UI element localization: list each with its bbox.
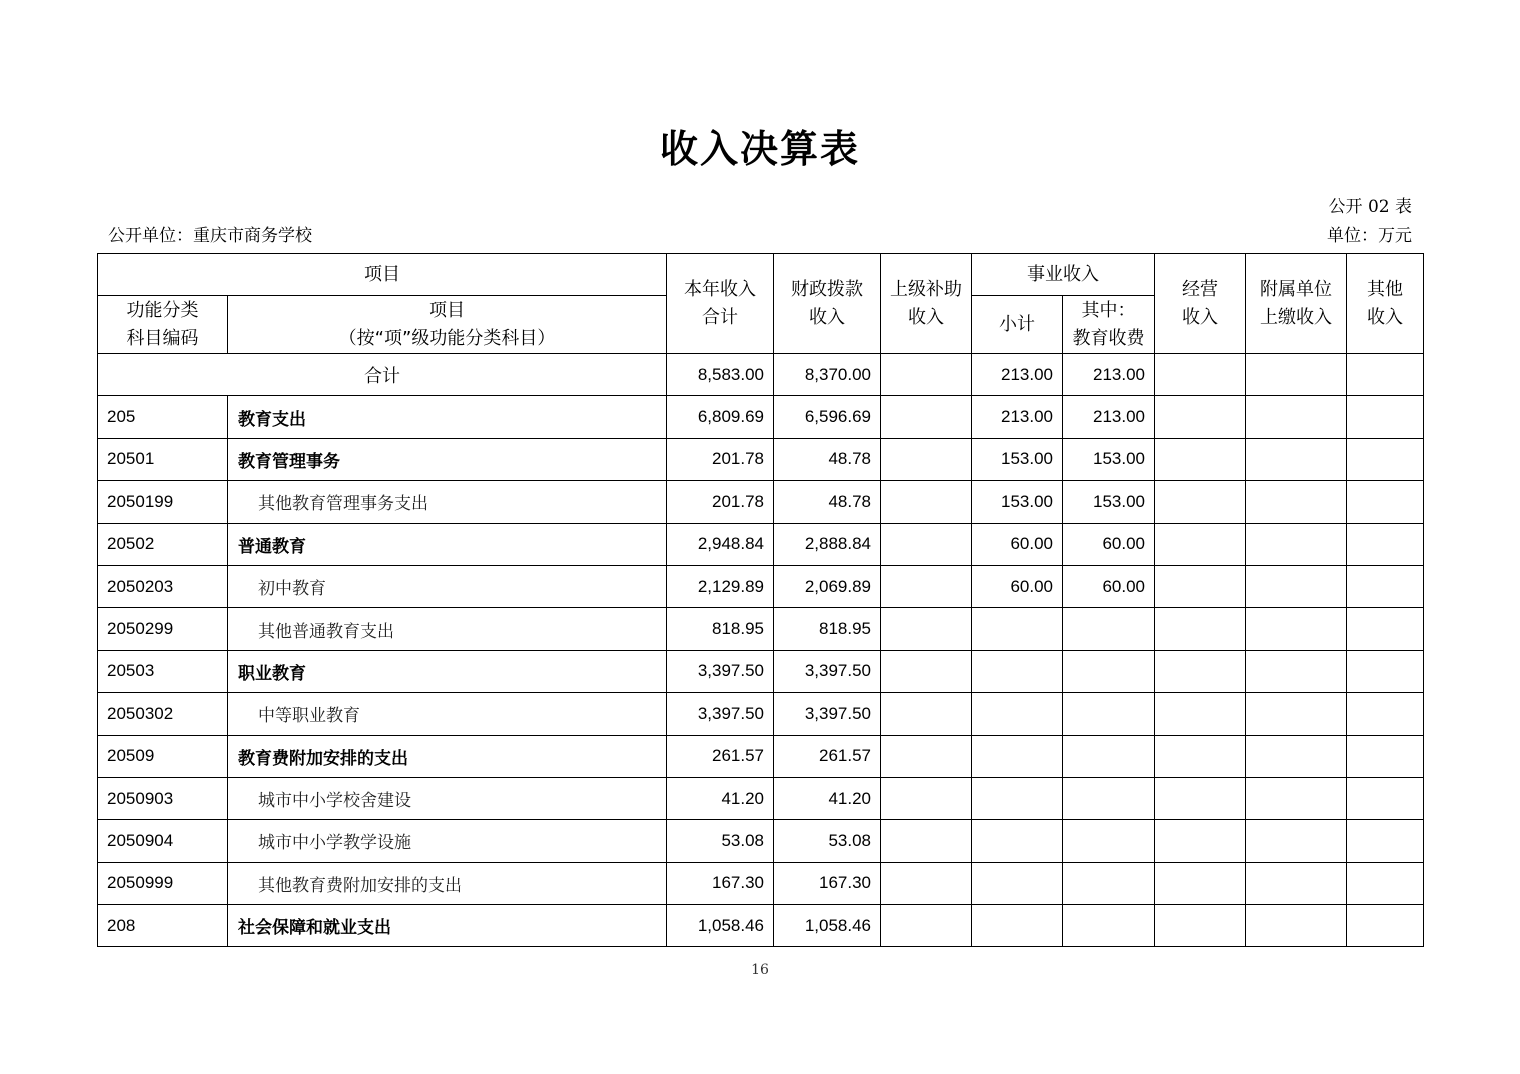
fiscal-cell: 1,058.46 [774,905,881,947]
other-cell [1347,735,1424,777]
operating-cell [1155,608,1246,650]
total-cell-superior [881,354,972,396]
currency-unit: 单位：万元 [1327,226,1412,246]
fiscal-cell: 167.30 [774,862,881,904]
table-row [98,905,1424,947]
subtotal-cell: 60.00 [972,565,1063,607]
fiscal-cell: 261.57 [774,735,881,777]
total-cell-operating [1155,354,1246,396]
header-affiliate-income: 附属单位 上缴收入 [1246,254,1347,354]
superior-cell [881,735,972,777]
edu-fee-cell: 153.00 [1063,481,1155,523]
edu-fee-cell [1063,650,1155,692]
operating-cell [1155,905,1246,947]
edu-fee-cell [1063,735,1155,777]
affiliate-cell [1246,862,1347,904]
total-cell: 201.78 [667,438,774,480]
operating-cell [1155,438,1246,480]
item-name-cell: 社会保障和就业支出 [228,905,667,947]
subtotal-cell: 153.00 [972,481,1063,523]
operating-cell [1155,396,1246,438]
form-number: 公开 02 表 [1328,197,1412,217]
header-row-1 [98,254,1424,296]
fiscal-cell: 818.95 [774,608,881,650]
fiscal-cell: 48.78 [774,438,881,480]
other-cell [1347,396,1424,438]
table-row [98,396,1424,438]
other-cell [1347,438,1424,480]
function-code-cell: 2050299 [98,608,228,650]
subtotal-cell [972,820,1063,862]
table-row [98,481,1424,523]
header-item-group: 项目 [98,254,667,296]
header-other-income: 其他 收入 [1347,254,1424,354]
table-row [98,565,1424,607]
affiliate-cell [1246,481,1347,523]
subtotal-cell: 153.00 [972,438,1063,480]
item-name-cell: 城市中小学教学设施 [228,820,667,862]
function-code-cell: 20502 [98,523,228,565]
affiliate-cell [1246,777,1347,819]
superior-cell [881,438,972,480]
function-code-cell: 20501 [98,438,228,480]
edu-fee-cell: 60.00 [1063,523,1155,565]
subtotal-cell [972,650,1063,692]
fiscal-cell: 6,596.69 [774,396,881,438]
total-cell-affiliate [1246,354,1347,396]
table-row [98,693,1424,735]
operating-cell [1155,820,1246,862]
subtotal-cell: 60.00 [972,523,1063,565]
edu-fee-cell [1063,608,1155,650]
other-cell [1347,777,1424,819]
total-cell: 167.30 [667,862,774,904]
fiscal-cell: 3,397.50 [774,650,881,692]
total-cell: 53.08 [667,820,774,862]
function-code-cell: 2050999 [98,862,228,904]
edu-fee-cell: 60.00 [1063,565,1155,607]
superior-cell [881,905,972,947]
total-cell-total: 8,583.00 [667,354,774,396]
affiliate-cell [1246,693,1347,735]
total-cell: 261.57 [667,735,774,777]
superior-cell [881,820,972,862]
function-code-cell: 2050203 [98,565,228,607]
header-item-name: 项目 （按“项”级功能分类科目） [228,296,667,354]
fiscal-cell: 2,069.89 [774,565,881,607]
total-cell-fiscal: 8,370.00 [774,354,881,396]
edu-fee-cell: 213.00 [1063,396,1155,438]
affiliate-cell [1246,650,1347,692]
edu-fee-cell [1063,820,1155,862]
total-cell: 3,397.50 [667,693,774,735]
other-cell [1347,481,1424,523]
fiscal-cell: 41.20 [774,777,881,819]
subtotal-cell: 213.00 [972,396,1063,438]
affiliate-cell [1246,396,1347,438]
item-name-cell: 普通教育 [228,523,667,565]
affiliate-cell [1246,608,1347,650]
other-cell [1347,693,1424,735]
item-name-cell: 中等职业教育 [228,693,667,735]
operating-cell [1155,777,1246,819]
superior-cell [881,481,972,523]
operating-cell [1155,735,1246,777]
superior-cell [881,396,972,438]
superior-cell [881,777,972,819]
page-number: 16 [751,962,769,978]
function-code-cell: 2050904 [98,820,228,862]
superior-cell [881,608,972,650]
table-row [98,862,1424,904]
income-final-accounts-table [97,253,1424,947]
subtotal-cell [972,693,1063,735]
function-code-cell: 2050302 [98,693,228,735]
header-fiscal-income: 财政拨款 收入 [774,254,881,354]
header-business-subtotal: 小计 [972,296,1063,354]
fiscal-cell: 48.78 [774,481,881,523]
header-education-fee: 其中： 教育收费 [1063,296,1155,354]
fiscal-cell: 2,888.84 [774,523,881,565]
header-operating-income: 经营 收入 [1155,254,1246,354]
total-cell: 6,809.69 [667,396,774,438]
affiliate-cell [1246,523,1347,565]
other-cell [1347,650,1424,692]
total-cell: 201.78 [667,481,774,523]
affiliate-cell [1246,820,1347,862]
item-name-cell: 其他教育管理事务支出 [228,481,667,523]
header-total-income: 本年收入 合计 [667,254,774,354]
superior-cell [881,650,972,692]
operating-cell [1155,693,1246,735]
other-cell [1347,523,1424,565]
operating-cell [1155,481,1246,523]
table-row [98,650,1424,692]
superior-cell [881,862,972,904]
table-row [98,438,1424,480]
superior-cell [881,565,972,607]
total-cell: 2,948.84 [667,523,774,565]
header-function-code: 功能分类 科目编码 [98,296,228,354]
edu-fee-cell [1063,862,1155,904]
function-code-cell: 20503 [98,650,228,692]
edu-fee-cell [1063,693,1155,735]
table-row [98,523,1424,565]
item-name-cell: 初中教育 [228,565,667,607]
subtotal-cell [972,905,1063,947]
item-name-cell: 教育支出 [228,396,667,438]
operating-cell [1155,650,1246,692]
edu-fee-cell [1063,905,1155,947]
superior-cell [881,693,972,735]
other-cell [1347,608,1424,650]
function-code-cell: 2050199 [98,481,228,523]
superior-cell [881,523,972,565]
total-cell: 1,058.46 [667,905,774,947]
total-cell-edu-fee: 213.00 [1063,354,1155,396]
total-cell: 3,397.50 [667,650,774,692]
item-name-cell: 职业教育 [228,650,667,692]
table-row [98,777,1424,819]
function-code-cell: 205 [98,396,228,438]
total-label: 合计 [98,354,667,396]
total-cell: 41.20 [667,777,774,819]
subtotal-cell [972,608,1063,650]
total-cell: 818.95 [667,608,774,650]
total-row [98,354,1424,396]
total-cell: 2,129.89 [667,565,774,607]
function-code-cell: 2050903 [98,777,228,819]
table-row [98,735,1424,777]
operating-cell [1155,862,1246,904]
item-name-cell: 其他教育费附加安排的支出 [228,862,667,904]
total-cell-subtotal: 213.00 [972,354,1063,396]
other-cell [1347,820,1424,862]
item-name-cell: 教育管理事务 [228,438,667,480]
affiliate-cell [1246,905,1347,947]
fiscal-cell: 3,397.50 [774,693,881,735]
affiliate-cell [1246,565,1347,607]
reporting-unit: 公开单位：重庆市商务学校 [108,226,312,246]
affiliate-cell [1246,735,1347,777]
operating-cell [1155,565,1246,607]
header-superior-subsidy: 上级补助 收入 [881,254,972,354]
other-cell [1347,905,1424,947]
table-row [98,608,1424,650]
fiscal-cell: 53.08 [774,820,881,862]
subtotal-cell [972,862,1063,904]
page-title: 收入决算表 [659,127,860,171]
edu-fee-cell [1063,777,1155,819]
operating-cell [1155,523,1246,565]
function-code-cell: 208 [98,905,228,947]
total-cell-other [1347,354,1424,396]
subtotal-cell [972,735,1063,777]
edu-fee-cell: 153.00 [1063,438,1155,480]
item-name-cell: 城市中小学校舍建设 [228,777,667,819]
subtotal-cell [972,777,1063,819]
other-cell [1347,565,1424,607]
affiliate-cell [1246,438,1347,480]
function-code-cell: 20509 [98,735,228,777]
item-name-cell: 其他普通教育支出 [228,608,667,650]
table-row [98,820,1424,862]
item-name-cell: 教育费附加安排的支出 [228,735,667,777]
other-cell [1347,862,1424,904]
header-business-income-group: 事业收入 [972,254,1155,296]
